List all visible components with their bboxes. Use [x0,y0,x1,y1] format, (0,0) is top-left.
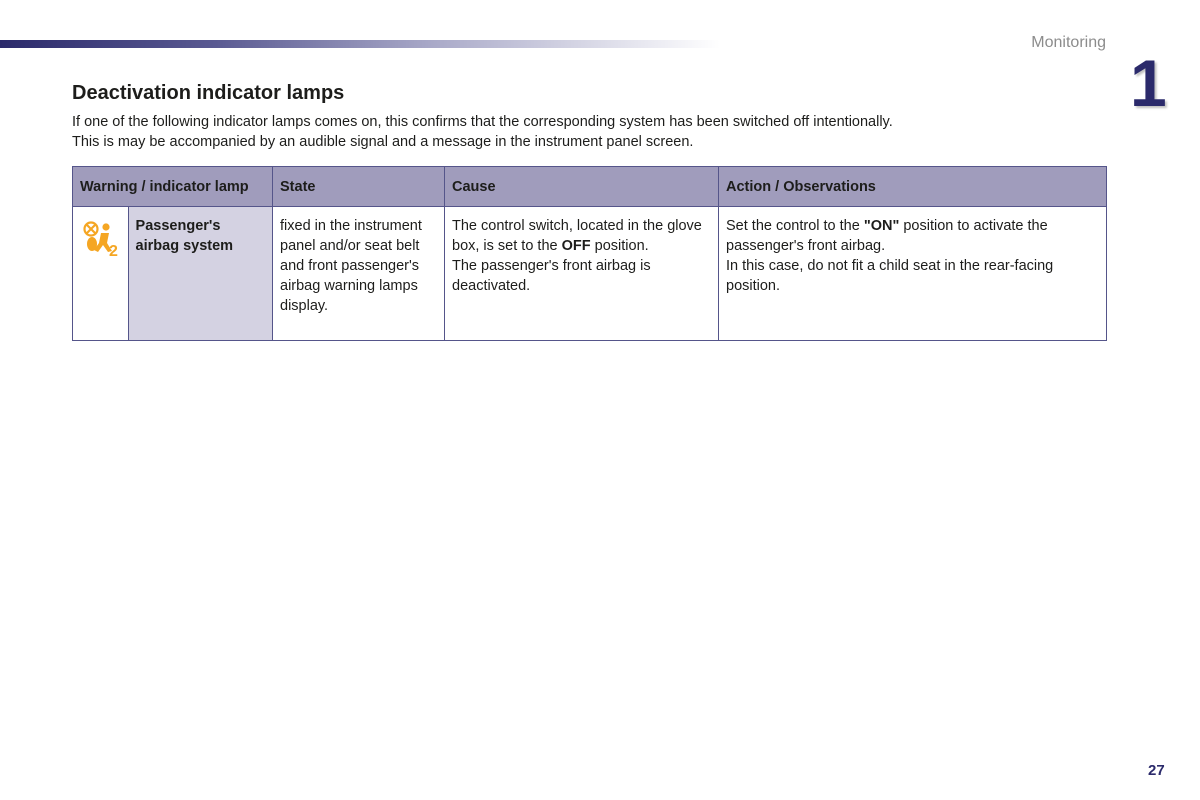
svg-text:2: 2 [109,243,118,257]
action-text-pre: Set the control to the [726,218,864,234]
page-title: Deactivation indicator lamps [72,82,345,104]
column-header-lamp: Warning / indicator lamp [73,167,273,207]
lamp-state: fixed in the instrument panel and/or seat belt and front passenger's airbag warning lamps display. [273,207,445,341]
indicator-lamp-table [72,166,1107,341]
cause-text-pre: The control switch, located in the glove box, is set to the [452,218,702,254]
chapter-number: 1 [1130,46,1167,120]
table-row [73,207,1107,341]
lamp-name: Passenger's airbag system [128,207,272,341]
action-text-post: position to activate the passenger's front airbag. [726,218,1048,254]
lamp-cause [445,207,719,341]
column-header-cause: Cause [445,167,719,207]
intro-line-2: This is may be accompanied by an audible signal and a message in the instrument panel screen. [72,134,694,150]
cause-text-post: position. [590,238,649,254]
lamp-action [719,207,1107,341]
passenger-airbag-off-icon [79,221,119,257]
intro-text [72,112,1072,152]
page-number: 27 [1148,762,1165,779]
intro-line-1: If one of the following indicator lamps comes on, this confirms that the corresponding system has been switched off intentionally. [72,114,893,130]
header-gradient-bar [0,40,720,48]
cause-text-line2: The passenger's front airbag is deactivated. [452,258,651,294]
table-header-row [73,167,1107,207]
action-text-line2: In this case, do not fit a child seat in the rear-facing position. [726,258,1054,294]
lamp-icon-cell [73,207,129,341]
column-header-state: State [273,167,445,207]
section-name: Monitoring [1031,34,1106,51]
cause-text-bold: OFF [561,238,591,254]
column-header-action: Action / Observations [719,167,1107,207]
action-text-bold: "ON" [863,218,900,234]
